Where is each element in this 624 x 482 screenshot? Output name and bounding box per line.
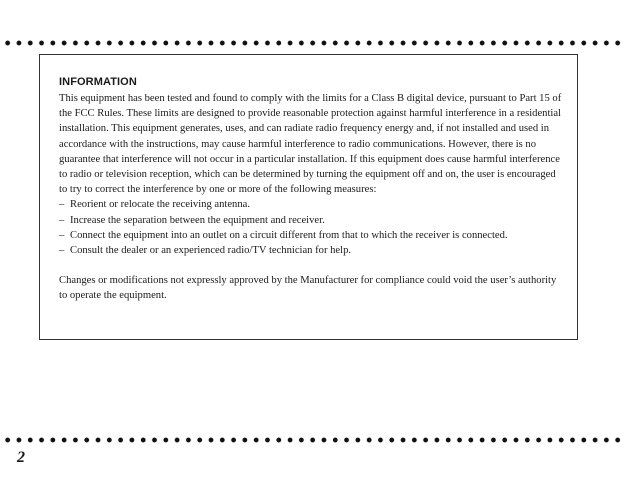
- page-number: 2: [17, 449, 25, 466]
- modification-warning: Changes or modifications not expressly approved by the Manufacturer for compliance could void the user’s authority to operate the equipment.: [59, 275, 557, 302]
- bottom-dotted-border: [0, 437, 624, 443]
- list-item: [59, 228, 563, 243]
- list-item: [59, 197, 563, 212]
- list-item: [59, 243, 563, 258]
- top-dotted-border: [0, 40, 624, 46]
- bullet-dash: –: [59, 199, 65, 211]
- paragraph-spacer: [59, 258, 563, 273]
- measure-text: Reorient or relocate the receiving antenna.: [70, 199, 251, 211]
- bullet-dash: –: [59, 229, 65, 241]
- list-item: [59, 213, 563, 228]
- measures-list: [59, 197, 563, 258]
- bullet-dash: –: [59, 214, 65, 226]
- fcc-compliance-paragraph: This equipment has been tested and found to comply with the limits for a Class B digital device, pursuant to Part 15 of the FCC Rules. These limits are designed to provide reasonable protection against harmful interference in a residential installation. This equipment generates, uses, and can radiate radio frequency energy and, if not installed and used in accordance with the instructions, may cause harmful interference to radio communications. However, there is no guarantee that interference will not occur in a particular installation. If this equipment does cause harmful interference to radio or television reception, which can be determined by turning the equipment off and on, the user is encouraged to try to correct the interference by one or more of the following measures:: [59, 93, 562, 196]
- measure-text: Increase the separation between the equipment and receiver.: [70, 214, 325, 226]
- information-box: [39, 54, 578, 340]
- measure-text: Connect the equipment into an outlet on a circuit different from that to which the receiver is connected.: [70, 229, 508, 241]
- bullet-dash: –: [59, 245, 65, 257]
- measure-text: Consult the dealer or an experienced radio/TV technician for help.: [70, 245, 352, 257]
- information-title: INFORMATION: [59, 76, 137, 88]
